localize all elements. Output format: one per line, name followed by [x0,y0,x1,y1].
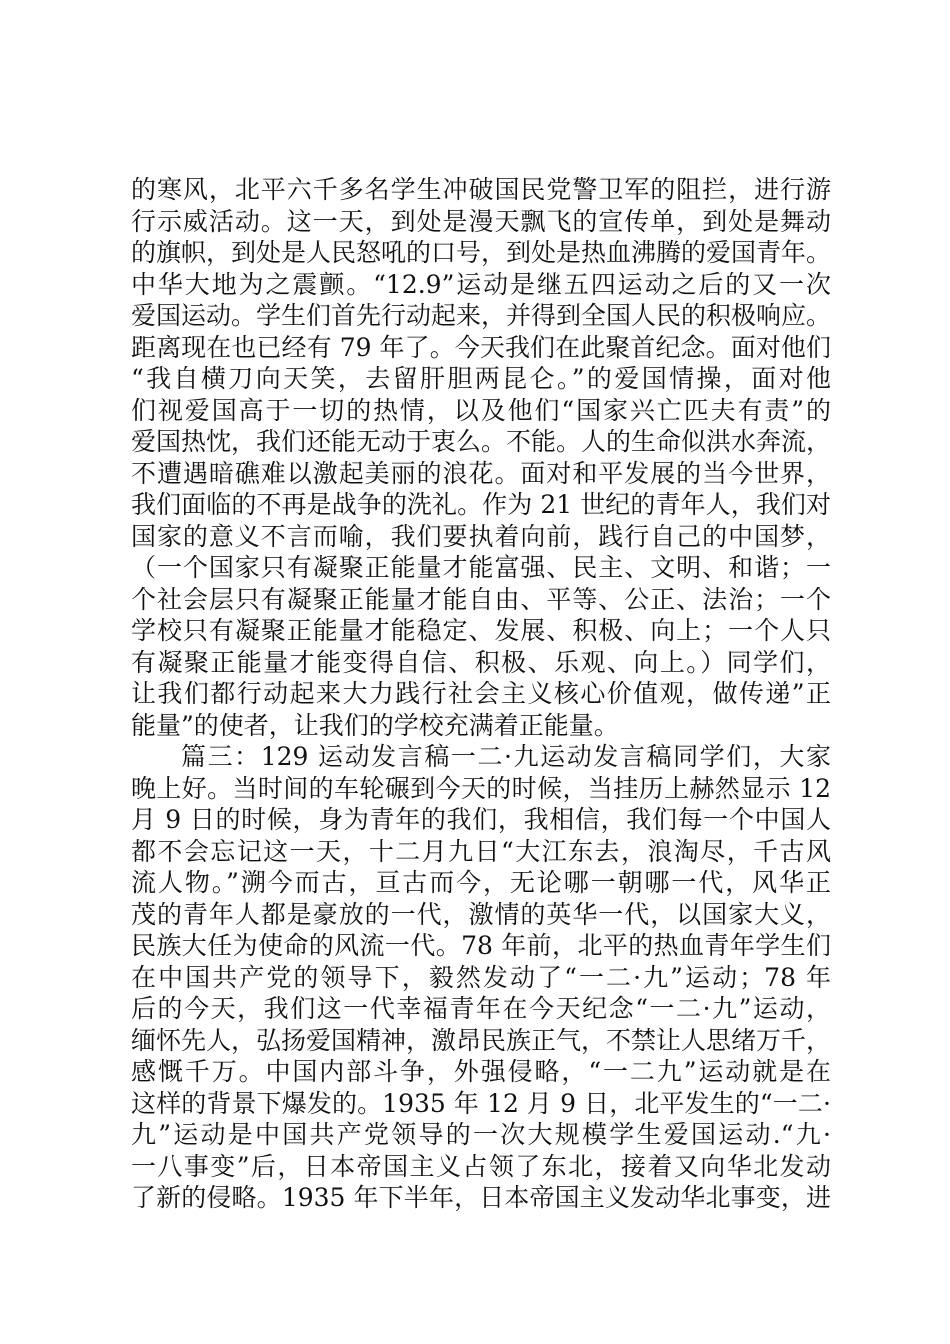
text-line: 这样的背景下爆发的。1935 年 12 月 9 日，北平发生的“一二· [131,1088,831,1118]
text-line: 一八事变”后，日本帝国主义占领了东北，接着又向华北发动 [131,1151,831,1181]
text-line: 缅怀先人，弘扬爱国精神，激昂民族正气，不禁让人思绪万千， [131,1025,832,1055]
text-line: 九”运动是中国共产党领导的一次大规模学生爱国运动.“九· [131,1120,831,1149]
text-line: 有凝聚正能量才能变得自信、积极、乐观、向上。）同学们， [131,647,831,677]
text-line: 感慨千万。中国内部斗争，外强侵略，“一二九”运动就是在 [131,1057,831,1086]
text-line: 流人物。”溯今而古，亘古而今，无论哪一朝哪一代，风华正 [131,868,831,897]
text-line: 中华大地为之震颤。“12.9”运动是继五四运动之后的又一次 [131,269,831,299]
text-line: 茂的青年人都是豪放的一代，激情的英华一代，以国家大义， [131,899,831,929]
text-line: 爱国热忱，我们还能无动于衷么。不能。人的生命似洪水奔流， [131,427,832,456]
text-line: 国家的意义不言而喻，我们要执着向前，践行自己的中国梦， [131,521,831,551]
paragraph-end-line: 能量”的使者，让我们的学校充满着正能量。 [131,710,619,740]
text-line: 学校只有凝聚正能量才能稳定、发展、积极、向上；一个人只 [131,616,831,645]
body-text [131,174,831,1214]
text-line: 都不会忘记这一天，十二月九日“大江东去，浪淘尽，千古风 [131,836,831,866]
text-line: 行示威活动。这一天，到处是漫天飘飞的宣传单，到处是舞动 [131,206,831,236]
text-line: 个社会层只有凝聚正能量才能自由、平等、公正、法治；一个 [131,584,831,614]
text-line: 的旗帜，到处是人民怒吼的口号，到处是热血沸腾的爱国青年。 [131,238,832,267]
text-line: 月 9 日的时候，身为青年的我们，我相信，我们每一个中国人 [131,805,831,834]
text-line: 我们面临的不再是战争的洗礼。作为 21 世纪的青年人，我们对 [131,490,831,519]
text-line: 的寒风，北平六千多名学生冲破国民党警卫军的阻拦，进行游 [131,175,831,204]
text-line: 让我们都行动起来大力践行社会主义核心价值观，做传递”正 [131,679,831,708]
text-line: 爱国运动。学生们首先行动起来，并得到全国人民的积极响应。 [131,301,832,330]
text-line: “我自横刀向天笑，去留肝胆两昆仑。”的爱国情操，面对他 [131,364,831,393]
text-line: 不遭遇暗礁难以激起美丽的浪花。面对和平发展的当今世界， [131,458,831,488]
text-line: 在中国共产党的领导下，毅然发动了“一二·九”运动；78 年 [131,962,831,992]
text-line: 了新的侵略。1935 年下半年，日本帝国主义发动华北事变，进 [131,1183,831,1212]
section-heading-line: 篇三：129 运动发言稿一二·九运动发言稿同学们，大家 [181,742,831,771]
text-line: （一个国家只有凝聚正能量才能富强、民主、文明、和谐；一 [131,553,831,582]
text-line: 晚上好。当时间的车轮碾到今天的时候，当挂历上赫然显示 12 [131,773,831,803]
text-line: 距离现在也已经有 79 年了。今天我们在此聚首纪念。面对他们 [131,332,831,362]
text-line: 后的今天，我们这一代幸福青年在今天纪念“一二·九”运动， [131,994,831,1023]
text-line: 民族大任为使命的风流一代。78 年前，北平的热血青年学生们 [131,931,831,960]
text-line: 们视爱国高于一切的热情，以及他们“国家兴亡匹夫有责”的 [131,395,831,425]
